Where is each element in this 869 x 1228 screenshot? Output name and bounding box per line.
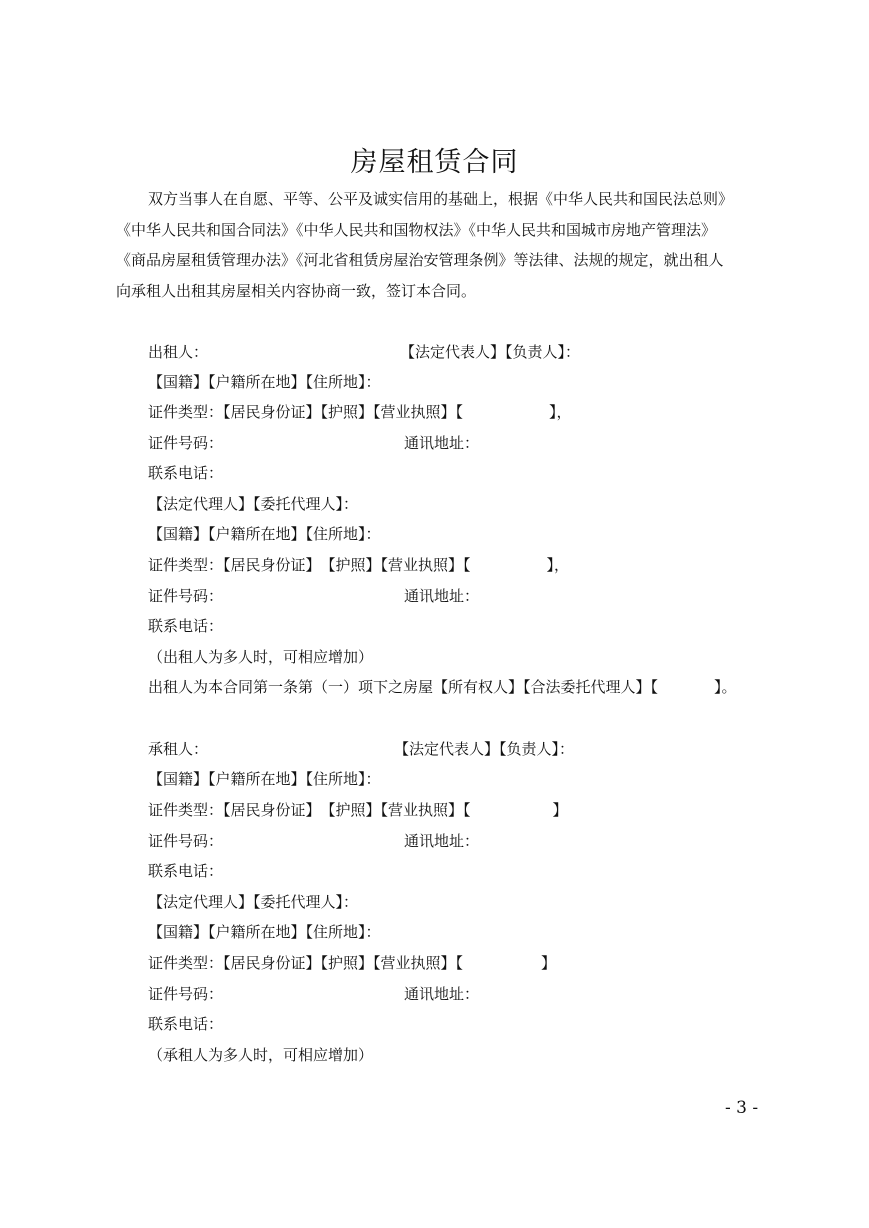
lessee-agent-nationality-line: 【国籍】【户籍所在地】【住所地】： <box>148 923 381 941</box>
lessor-agent-id-number-line <box>148 586 480 606</box>
lessee-nationality-line: 【国籍】【户籍所在地】【住所地】： <box>148 770 381 788</box>
lessor-agent-id-number-label: 证件号码： <box>148 587 224 605</box>
lessor-name-label: 出租人： <box>148 343 209 361</box>
lessor-ownership-close: 】。 <box>714 678 737 696</box>
lessee-agent-id-type-text: 证件类型：【居民身份证】【护照】【营业执照】【 <box>148 954 464 972</box>
lessee-id-number-label: 证件号码： <box>148 832 224 850</box>
lessor-agent-phone-line: 联系电话： <box>148 617 224 635</box>
intro-line: 向承租人出租其房屋相关内容协商一致，签订本合同。 <box>116 281 477 300</box>
lessee-agent-line: 【法定代理人】【委托代理人】： <box>148 893 359 911</box>
intro-line: 《商品房屋租赁管理办法》《河北省租赁房屋治安管理条例》等法律、法规的规定，就出租人 <box>116 251 724 269</box>
lessee-name-label: 承租人： <box>148 740 209 758</box>
lessor-id-type-close: 】， <box>549 403 572 421</box>
lessor-name-line <box>148 342 581 362</box>
lessee-agent-id-type-close: 】 <box>541 954 557 972</box>
lessor-rep-label: 【法定代表人】【负责人】： <box>400 343 581 361</box>
lessee-address-label: 通讯地址： <box>404 832 480 850</box>
page-title: 房屋租赁合同 <box>350 147 519 178</box>
lessor-agent-id-type-line <box>148 555 569 575</box>
lessor-address-label: 通讯地址： <box>404 434 480 452</box>
intro-line: 双方当事人在自愿、平等、公平及诚实信用的基础上，根据《中华人民共和国民法总则》 <box>148 190 734 208</box>
lessee-id-number-line <box>148 831 480 851</box>
lessor-agent-address-label: 通讯地址： <box>404 587 480 605</box>
lessee-id-type-text: 证件类型：【居民身份证】 【护照】【营业执照】【 <box>148 801 471 819</box>
lessor-id-type-text: 证件类型：【居民身份证】【护照】【营业执照】【 <box>148 403 464 421</box>
intro-line: 《中华人民共和国合同法》《中华人民共和国物权法》《中华人民共和国城市房地产管理法》 <box>116 220 717 239</box>
lessee-agent-id-type-line <box>148 953 556 973</box>
lessor-agent-id-type-close: 】， <box>546 556 570 574</box>
lessee-agent-phone-line: 联系电话： <box>148 1015 224 1033</box>
lessee-name-line <box>148 739 575 759</box>
lessor-ownership-text: 出租人为本合同第一条第（一）项下之房屋【所有权人】【合法委托代理人】【 <box>148 678 659 696</box>
lessee-agent-id-number-line <box>148 984 480 1004</box>
lessor-id-number-line <box>148 433 480 453</box>
lessee-rep-label: 【法定代表人】【负责人】： <box>394 740 575 758</box>
lessor-agent-nationality-line: 【国籍】【户籍所在地】【住所地】： <box>148 525 381 543</box>
lessor-ownership-line <box>148 677 737 697</box>
lessee-id-type-close: 】 <box>552 801 568 819</box>
lessor-agent-id-type-text: 证件类型：【居民身份证】 【护照】【营业执照】【 <box>148 556 471 574</box>
lessor-agent-line: 【法定代理人】【委托代理人】： <box>148 495 359 513</box>
lessee-agent-id-number-label: 证件号码： <box>148 985 224 1003</box>
lessee-id-type-line <box>148 800 568 820</box>
lessor-multi-note: （出租人为多人时，可相应增加） <box>148 648 374 666</box>
intro-paragraph <box>116 184 766 306</box>
lessor-id-type-line <box>148 402 572 422</box>
lessor-id-number-label: 证件号码： <box>148 434 224 452</box>
lessee-phone-line: 联系电话： <box>148 862 224 880</box>
lessee-multi-note: （承租人为多人时，可相应增加） <box>148 1046 374 1064</box>
lessor-nationality-line: 【国籍】【户籍所在地】【住所地】： <box>148 373 381 391</box>
lessee-agent-address-label: 通讯地址： <box>404 985 480 1003</box>
lessor-phone-line: 联系电话： <box>148 464 224 482</box>
page-number: - 3 - <box>725 1098 759 1118</box>
